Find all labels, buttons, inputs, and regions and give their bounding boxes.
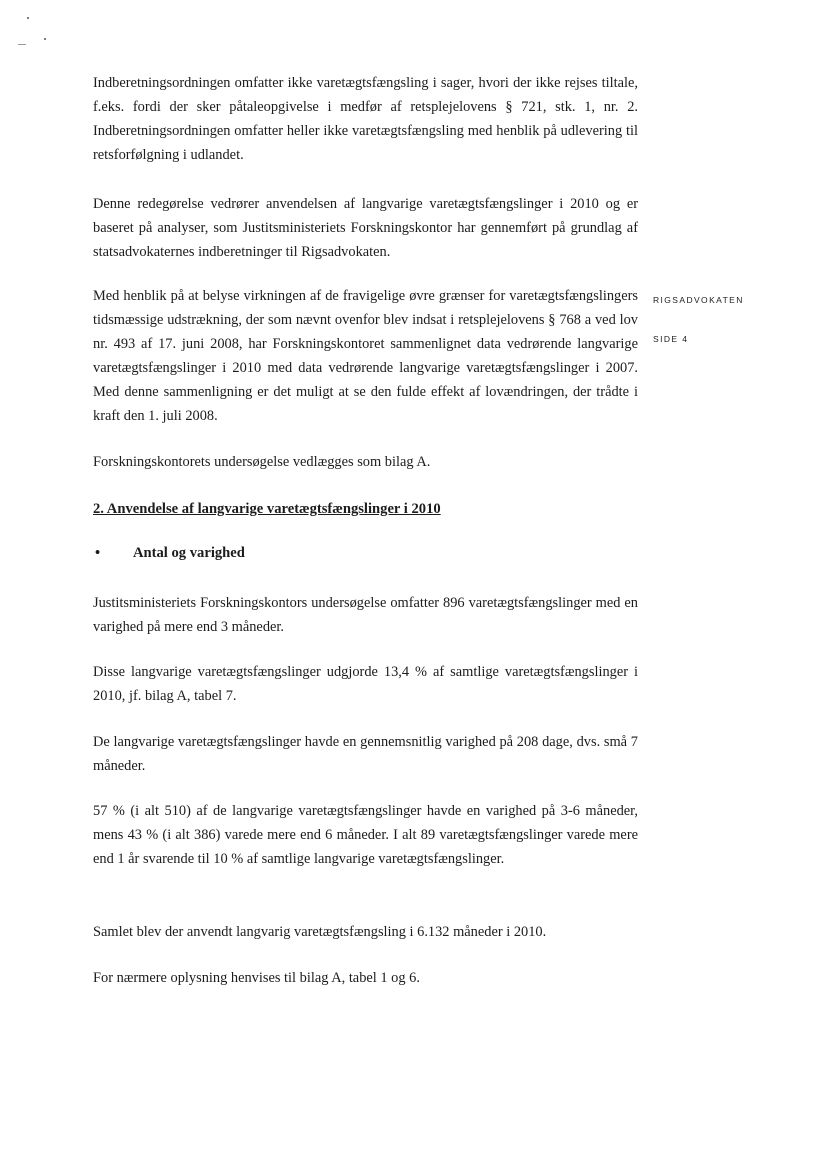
bullet-icon: • — [95, 545, 101, 561]
scan-speck — [44, 38, 46, 40]
paragraph-count: Justitsministeriets Forskningskontors undersøgelse omfatter 896 varetægtsfængslinger med en varighed på mere end 3 måneder. — [93, 595, 638, 635]
paragraph-reference: For nærmere oplysning henvises til bilag A, tabel 1 og 6. — [93, 970, 420, 986]
sidebar-organization: RIGSADVOKATEN — [653, 295, 744, 305]
scan-speck — [18, 44, 26, 45]
paragraph-average: De langvarige varetægtsfængslinger havde en gennemsnitlig varighed på 208 dage, dvs. små 7 måneder. — [93, 734, 638, 774]
subsection-heading: Antal og varighed — [133, 545, 245, 561]
paragraph-attachment: Forskningskontorets undersøgelse vedlægges som bilag A. — [93, 454, 431, 470]
paragraph-comparison: Med henblik på at belyse virkningen af de fravigelige øvre grænser for varetægtsfængslingers tidsmæssige udstrækning, der som nævnt ovenfor blev indsat i retsplejelovens § 768 a ved lov nr. 493 af 17. juni 2008, har Forskningskontoret sammenlignet data vedrørende langvarige varetægtsfængslinger i 2010 med data vedrørende langvarige varetægtsfængslinger i 2007. Med denne sammenligning er det muligt at se den fulde effekt af lovændringen, der trådte i kraft den 1. juli 2008. — [93, 288, 638, 424]
paragraph-distribution: 57 % (i alt 510) af de langvarige varetægtsfængslinger havde en varighed på 3-6 måneder, mens 43 % (i alt 386) varede mere end 6 måneder. I alt 89 varetægtsfængslinger varede mere end 1 år svarende til 10 % af samtlige langvarige varetægtsfængslinger. — [93, 803, 638, 867]
paragraph-total-months: Samlet blev der anvendt langvarig varetægtsfængsling i 6.132 måneder i 2010. — [93, 924, 547, 940]
section-heading: 2. Anvendelse af langvarige varetægtsfængslinger i 2010 — [93, 501, 441, 517]
paragraph-purpose: Denne redegørelse vedrører anvendelsen af langvarige varetægtsfængslinger i 2010 og er baseret på analyser, som Justitsministeriets Forskningskontor har gennemført på grundlag af statsadvokaternes indberetninger til Rigsadvokaten. — [93, 196, 638, 260]
scan-speck — [27, 17, 29, 19]
paragraph-scope: Indberetningsordningen omfatter ikke varetægtsfængsling i sager, hvori der ikke rejses tiltale, f.eks. fordi der sker påtaleopgivelse i medfør af retsplejelovens § 721, stk. 1, nr. 2. Indberetningsordningen omfatter heller ikke varetægtsfængsling med henblik på udlevering til retsforfølgning i udlandet. — [93, 75, 638, 163]
page-number-label: SIDE 4 — [653, 334, 689, 344]
paragraph-share: Disse langvarige varetægtsfængslinger udgjorde 13,4 % af samtlige varetægtsfængslinger i 2010, jf. bilag A, tabel 7. — [93, 664, 638, 704]
